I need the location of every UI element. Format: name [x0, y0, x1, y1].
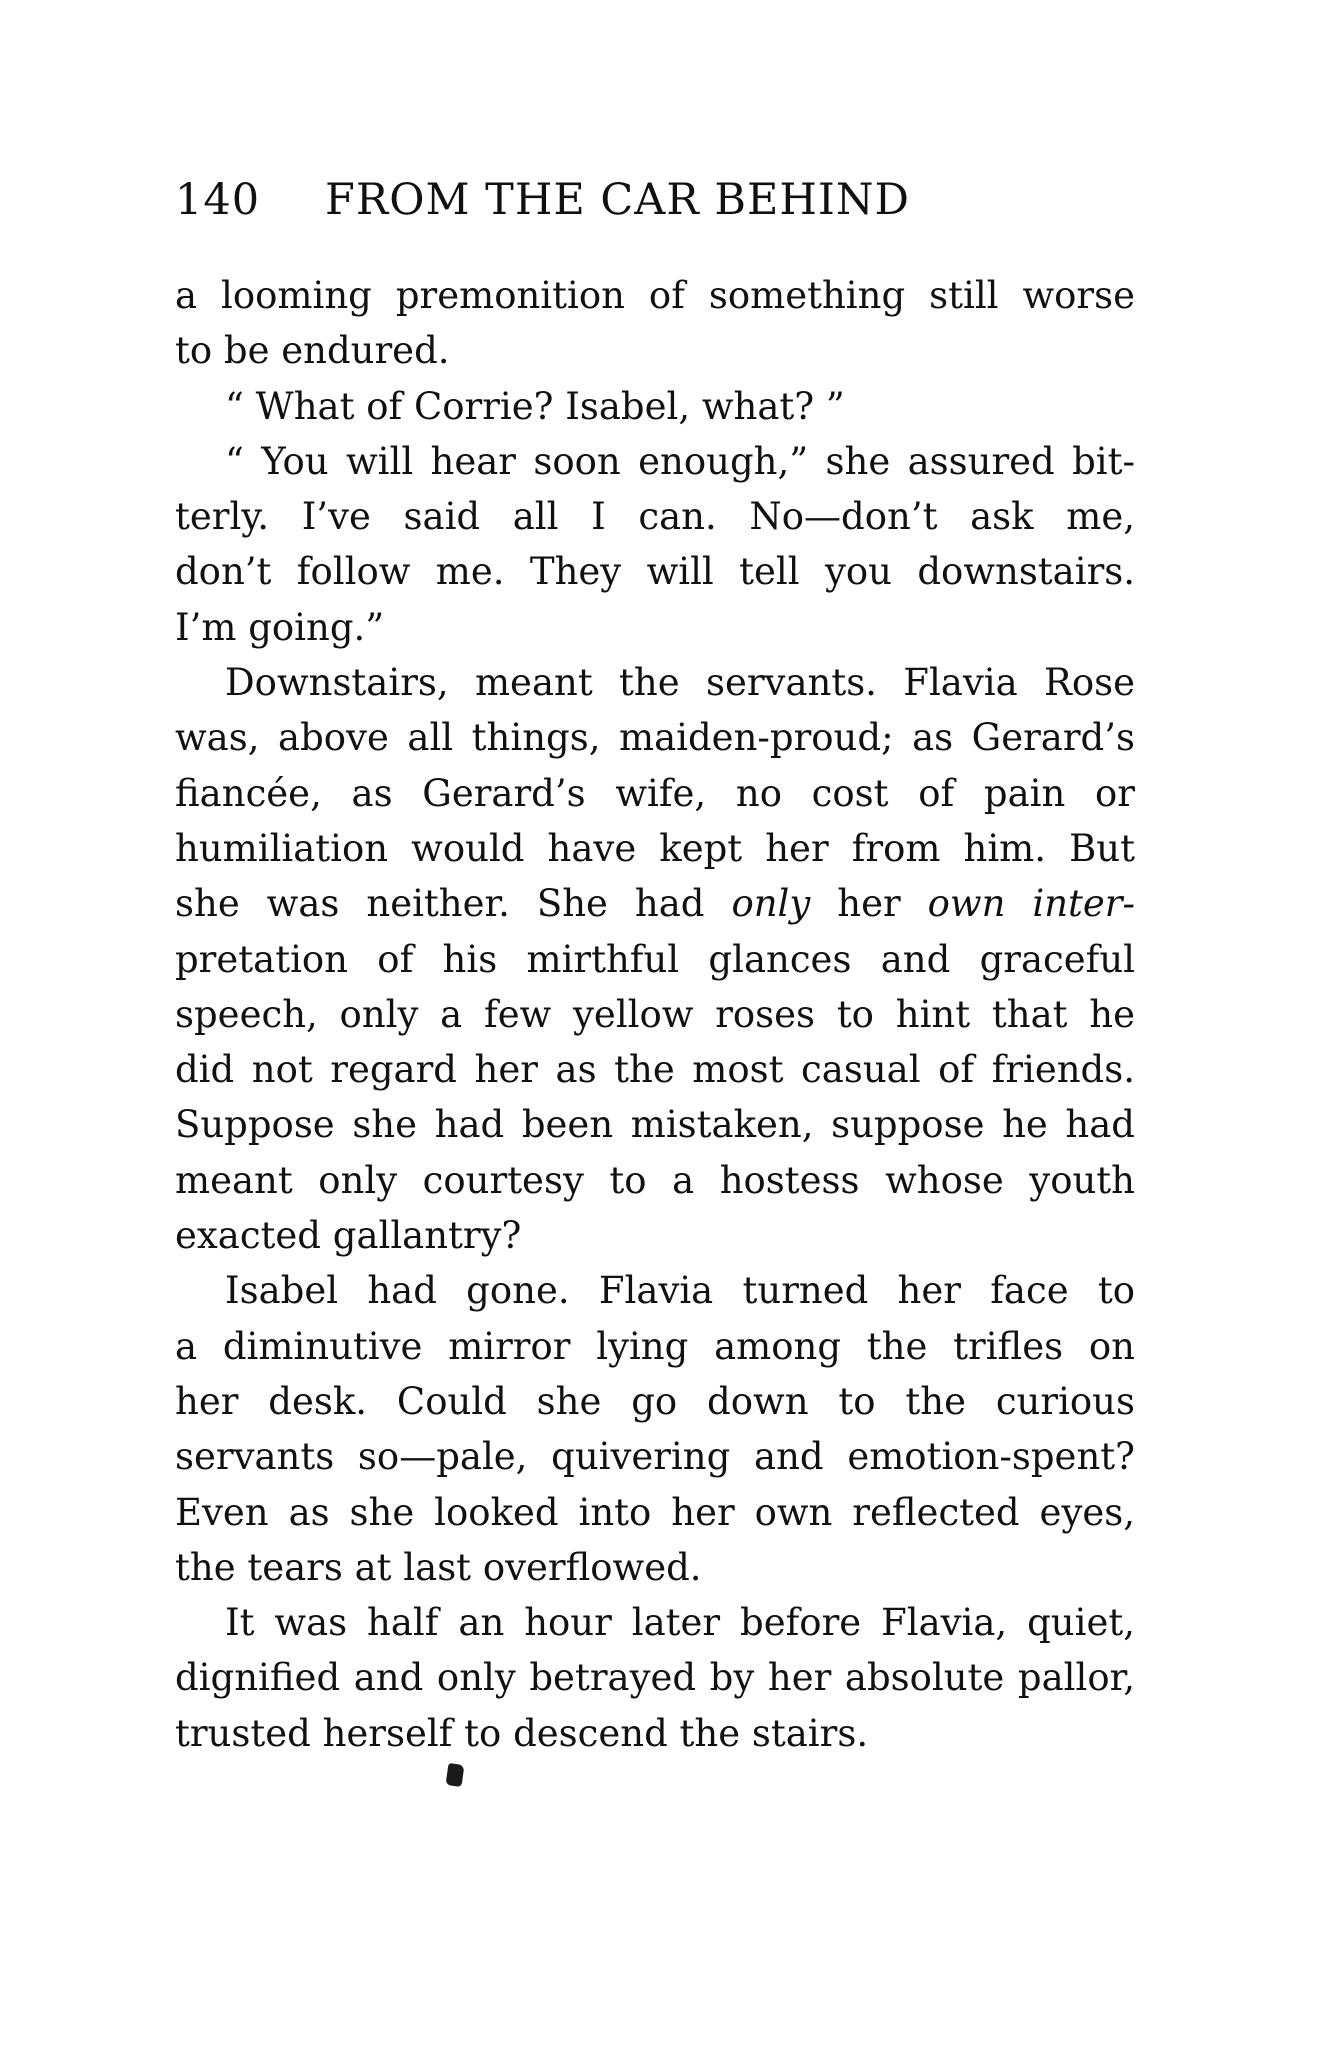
text-line: dignified and only betrayed by her absolute pallor,	[175, 1656, 1135, 1700]
text-line: did not regard her as the most casual of friends.	[175, 1048, 1135, 1092]
italic-word: own	[927, 882, 1006, 926]
text-line: Suppose she had been mistaken, suppose he had	[175, 1103, 1135, 1147]
text-line: It was half an hour later before Flavia, quiet,	[225, 1601, 1135, 1645]
italic-word: only	[731, 882, 811, 926]
text-line: meant only courtesy to a hostess whose youth	[175, 1158, 1135, 1202]
text-line	[175, 876, 1135, 931]
italic-word: inter-	[1005, 882, 1135, 926]
text-line: terly. I’ve said all I can. No—don’t ask me,	[175, 495, 1135, 539]
text-line: a looming premonition of something still worse	[175, 274, 1135, 317]
running-head	[175, 170, 1135, 230]
text-line: her desk. Could she go down to the curious	[175, 1379, 1135, 1423]
text-line: fiancée, as Gerard’s wife, no cost of pain or	[175, 771, 1135, 815]
text-line: humiliation would have kept her from him. But	[175, 826, 1135, 870]
text-line: trusted herself to descend the stairs.	[175, 1711, 869, 1755]
text-line: Isabel had gone. Flavia turned her face to	[225, 1269, 1135, 1313]
text-line: “ What of Corrie? Isabel, what? ”	[225, 384, 845, 428]
text-line: servants so—pale, quivering and emotion-spent?	[175, 1435, 1135, 1479]
text-line: the tears at last overflowed.	[175, 1545, 702, 1589]
text-line: pretation of his mirthful glances and graceful	[175, 937, 1135, 981]
running-title: FROM THE CAR BEHIND	[325, 175, 910, 225]
body-text	[175, 268, 1135, 1761]
text-line: Downstairs, meant the servants. Flavia Rose	[225, 661, 1135, 705]
text-line: exacted gallantry?	[175, 1214, 522, 1258]
page-number: 140	[175, 175, 261, 225]
text-line: a diminutive mirror lying among the trifles on	[175, 1324, 1135, 1368]
text-line: speech, only a few yellow roses to hint that he	[175, 992, 1135, 1036]
text-line: Even as she looked into her own reflected eyes,	[175, 1490, 1135, 1534]
ink-mark	[446, 1763, 465, 1787]
text-line: I’m going.”	[175, 605, 385, 649]
text-line: to be endured.	[175, 329, 450, 373]
text-line: was, above all things, maiden-proud; as Gerard’s	[175, 716, 1135, 760]
text-line: “ You will hear soon enough,” she assured bit-	[225, 439, 1135, 483]
text-run: she was neither. She had	[175, 882, 732, 926]
text-line: don’t follow me. They will tell you downstairs.	[175, 550, 1135, 594]
text-run: her	[810, 882, 928, 926]
